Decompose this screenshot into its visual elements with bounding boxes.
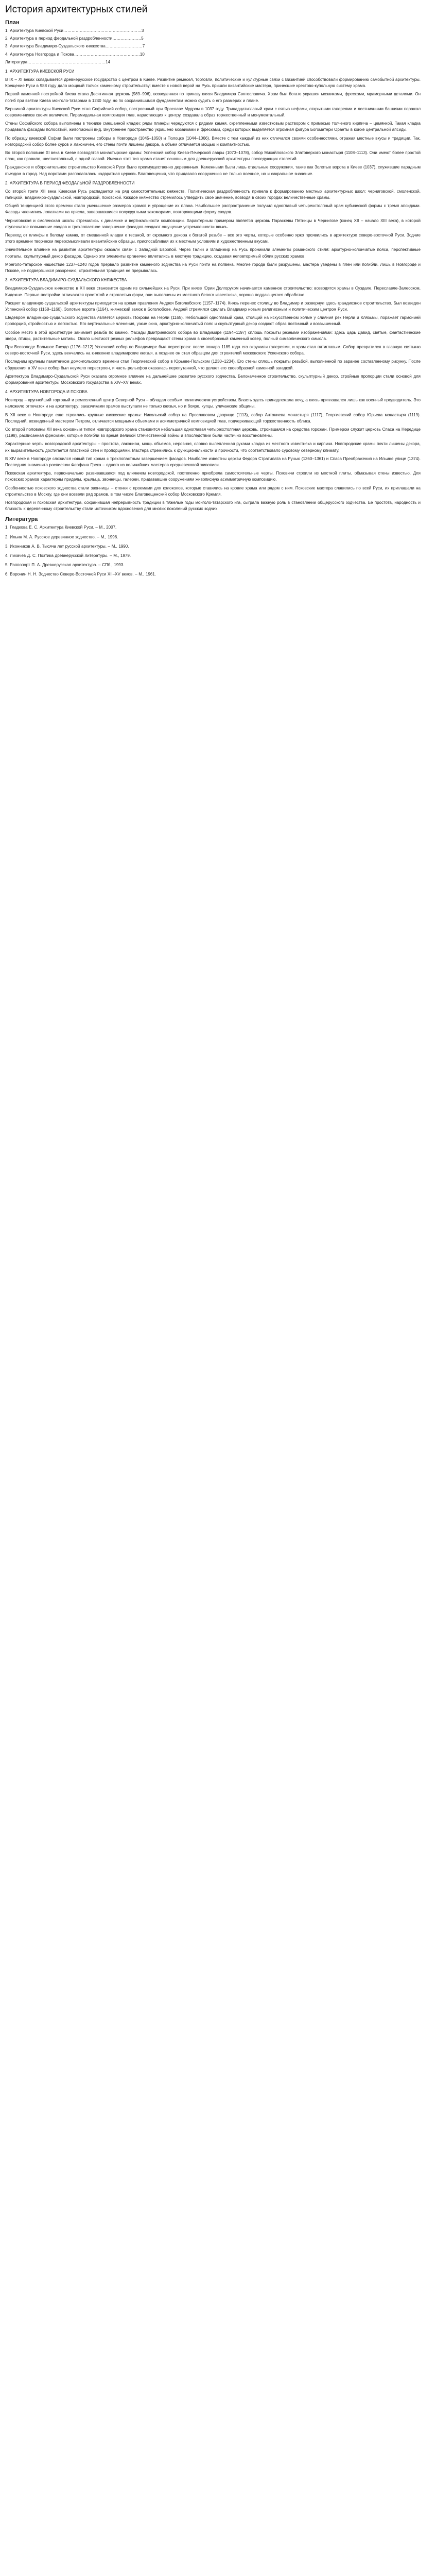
document-page [0, 0, 426, 591]
paragraph: Расцвет владимиро-суздальской архитектуры приходится на время правления Андрея Боголюбского (1157–1174). Князь перенес столицу во Владимир и развернул здесь грандиозное строительство. Был возведен Успенский собор (1158–1160), Золотые ворота (1164), княжеский замок в Боголюбове. Андрей стремился сделать Владимир новым религиозным и политическим центром Руси. [5, 300, 421, 312]
paragraph: Гражданское и оборонительное строительство Киевской Руси было преимущественно деревянным. Каменными были лишь отдельные сооружения, такие как Золотые ворота в Киеве (1037), служившие парадным въездом в город. Над воротами располагалась надвратная церковь Благовещения, что придавало сооружению не только военное, но и сакральное значение. [5, 165, 421, 176]
toc-item: 4. Архитектура Новгорода и Пскова…………………………………………10 [5, 52, 145, 57]
toc-heading: План [5, 20, 20, 26]
document-body [5, 69, 421, 512]
reference-item: 1. Гладкова Е. С. Архитектура Киевской Руси. – М., 2007. [5, 525, 117, 530]
chapter-heading: 3. АРХИТЕКТУРА ВЛАДИМИРО-СУЗДАЛЬСКОГО КНЯЖЕСТВА [5, 278, 127, 283]
document-title: История архитектурных стилей [5, 4, 148, 15]
paragraph: Стены Софийского собора выполнены в технике смешанной кладки: ряды плинфы чередуются с рядами камня, скрепленными известковым раствором с примесью толченого кирпича – цемянкой. Такая кладка придавала фасадам полосатый, живописный вид. Внутреннее пространство украшено мозаиками и фресками, среди которых выделяется огромная фигура Богоматери Оранты в конхе центральной апсиды. [5, 121, 421, 132]
paragraph: Переход от плинфы к белому камню, от смешанной кладки к тесаной, от скромного декора к богатой резьбе – все это черты, которые особенно ярко проявились в архитектуре северо-восточной Руси. Зодчие этого времени творчески переосмысливали византийские образцы, приспосабливая их к местным условиям и художественным вкусам. [5, 233, 421, 244]
paragraph: Особенностью псковского зодчества стали звонницы – стенки с проемами для колоколов, которые ставились на кровле храма или рядом с ним. Псковские мастера славились по всей Руси, их приглашали на строительство в Москву, где они возвели ряд храмов, в том числе Благовещенский собор Московского Кремля. [5, 485, 421, 497]
paragraph: Со второй половины XII века основным типом новгородского храма становится небольшая одноглавая четырехстолпная церковь, строившаяся на средства горожан. Примером служит церковь Спаса на Нередице (1198), расписанная фресками, которые погибли во время Великой Отечественной войны и впоследствии были частично восстановлены. [5, 427, 421, 438]
paragraph: По образцу киевской Софии были построены соборы в Новгороде (1045–1050) и Полоцке (1044–1066). Вместе с тем каждый из них отличался своими особенностями, отражая местные вкусы и традиции. Так, новгородский собор более суров и лаконичен, его стены почти лишены декора, а объем отличается мощью и компактностью. [5, 135, 421, 147]
paragraph: Новгородская и псковская архитектура, сохранившая непрерывность традиции в тяжелые годы монголо-татарского ига, сыграла важную роль в становлении общерусского зодчества. Ее простота, народность и близость к деревянному строительству стали источником вдохновения для многих поколений русских зодчих. [5, 500, 421, 512]
table-of-contents [5, 28, 421, 65]
toc-item: Литература…………………………………………………14 [5, 59, 110, 64]
paragraph: Псковская архитектура, первоначально развивавшаяся под влиянием новгородской, постепенно приобрела самостоятельные черты. Псковичи строили из местной плиты, обмазывая стены известью. Для псковских храмов характерны приделы, крыльца, звонницы, галереи, придававшие сооружениям живописную асимметричную композицию. [5, 471, 421, 482]
paragraph: Владимиро-Суздальское княжество в XII веке становится одним из сильнейших на Руси. При князе Юрии Долгоруком начинается каменное строительство: возводятся храмы в Суздале, Переславле-Залесском, Кидекше. Первые постройки отличаются простотой и строгостью форм, они выполнены из местного белого известняка, хорошо поддающегося обработке. [5, 286, 421, 297]
toc-item: 1. Архитектура Киевской Руси…………………………………………………3 [5, 28, 144, 33]
reference-item: 5. Раппопорт П. А. Древнерусская архитектура. – СПб., 1993. [5, 563, 125, 568]
paragraph: В XIV веке в Новгороде сложился новый тип храма с трехлопастным завершением фасадов. Наиболее известны церкви Федора Стратилата на Ручью (1360–1361) и Спаса Преображения на Ильине улице (1374). Последняя знаменита росписями Феофана Грека – одного из величайших мастеров средневековой живописи. [5, 456, 421, 467]
reference-item: 3. Иконников А. В. Тысяча лет русской архитектуры. – М., 1990. [5, 544, 129, 549]
reference-item: 2. Ильин М. А. Русское деревянное зодчество. – М., 1996. [5, 534, 118, 539]
toc-item: 2. Архитектура в период феодальной раздробленности…………………5 [5, 36, 144, 41]
paragraph: Вершиной архитектуры Киевской Руси стал Софийский собор, построенный при Ярославе Мудром в 1037 году. Тринадцатиглавый храм с пятью нефами, открытыми галереями и лестничными башнями поражал современников своим величием. Пирамидальная композиция глав, нарастающих к центру, создавала образ торжественный и монументальный. [5, 106, 421, 118]
paragraph: Новгород – крупнейший торговый и ремесленный центр Северной Руси – обладал особым политическим устройством. Власть здесь принадлежала вечу, а князь приглашался лишь как военный предводитель. Это наложило отпечаток и на архитектуру: заказчиками храмов выступали не только князья, но и бояре, купцы, уличанские общины. [5, 398, 421, 409]
paragraph: Характерные черты новгородской архитектуры – простота, лаконизм, мощь объемов, неровная, словно вылепленная руками кладка из местного известняка и кирпича. Новгородские храмы почти лишены декора, их выразительность достигается пластикой стен и пропорциями. Мастера стремились к функциональности и прочности, что соответствовало суровому северному климату. [5, 442, 421, 453]
chapter-section [5, 277, 421, 386]
paragraph: В XII веке в Новгороде еще строились крупные княжеские храмы: Никольский собор на Ярославовом дворище (1113), собор Антониева монастыря (1117), Георгиевский собор Юрьева монастыря (1119). Последний, возведенный мастером Петром, отличается мощными объемами и асимметричной композицией глав, подчеркивающей торжественность облика. [5, 412, 421, 423]
paragraph: Шедевром владимиро-суздальского зодчества является церковь Покрова на Нерли (1165). Небольшой одноглавый храм, стоящий на искусственном холме у слияния рек Нерли и Клязьмы, поражает гармонией пропорций, стройностью и легкостью. Его вертикальные членения, узкие окна, аркатурно-колончатый пояс и скульптурный декор создают образ поэтичный и возвышенный. [5, 315, 421, 327]
paragraph: В IX – XI веках складывается древнерусское государство с центром в Киеве. Развитие ремесел, торговли, политические и культурные связи с Византией способствовали формированию самобытной архитектуры. Крещение Руси в 988 году дало мощный толчок каменному строительству: вместе с новой верой на Русь пришли византийские мастера, принесшие крестово-купольную систему храма. [5, 77, 421, 89]
paragraph: Значительное влияние на развитие архитектуры оказали связи с Западной Европой. Через Галич и Владимир на Русь проникали элементы романского стиля: аркатурно-колончатые пояса, перспективные порталы, скульптурный декор фасадов. Однако эти элементы органично вплетались в местную традицию, создавая неповторимый облик русских храмов. [5, 247, 421, 259]
chapter-heading: 1. АРХИТЕКТУРА КИЕВСКОЙ РУСИ [5, 69, 75, 74]
paragraph: Монголо-татарское нашествие 1237–1240 годов прервало развитие каменного зодчества на Руси почти на полвека. Многие города были разрушены, мастера уведены в плен или погибли. Лишь в Новгороде и Пскове, не подвергшихся разорению, строительная традиция не прерывалась. [5, 262, 421, 274]
chapter-section [5, 69, 421, 177]
references-heading: Литература [5, 516, 38, 523]
paragraph: Первой каменной постройкой Киева стала Десятинная церковь (989–996), возведенная по приказу князя Владимира Святославича. Храм был богато украшен мозаиками, фресками, мраморными деталями. Он погиб при взятии Киева монголо-татарами в 1240 году, но по сохранившимся фундаментам можно судить о его размерах и плане. [5, 92, 421, 103]
chapter-section [5, 180, 421, 274]
chapter-heading: 2. АРХИТЕКТУРА В ПЕРИОД ФЕОДАЛЬНОЙ РАЗДРОБЛЕННОСТИ [5, 180, 135, 185]
paragraph: Черниговская и смоленская школы стремились к динамике и вертикальности композиции. Характерным примером является церковь Параскевы Пятницы в Чернигове (конец XII – начало XIII века), в которой ступенчатое повышение сводов и трехлопастное завершение фасадов создают ощущение устремленности ввысь. [5, 218, 421, 229]
paragraph: При Всеволоде Большое Гнездо (1176–1212) Успенский собор во Владимире был перестроен: после пожара 1185 года его окружили галереями, и храм стал пятиглавым. Собор превратился в главную святыню северо-восточной Руси, здесь венчались на княжение владимирские князья, а позднее он стал образцом для строителей московского Успенского собора. [5, 344, 421, 356]
paragraph: Общей тенденцией этого времени стало уменьшение размеров храмов и упрощение их плана. Наибольшее распространение получил одноглавый четырехстолпный храм кубической формы с тремя апсидами. Фасады членились лопатками на прясла, завершавшиеся полукруглыми закомарами, повторяющими форму сводов. [5, 204, 421, 215]
paragraph: Со второй трети XII века Киевская Русь распадается на ряд самостоятельных княжеств. Политическая раздробленность привела к формированию местных архитектурных школ: черниговской, смоленской, галицкой, владимиро-суздальской, новгородской, псковской. Каждое княжество стремилось утвердить свое значение, возводя в своих городах величественные храмы. [5, 189, 421, 200]
paragraph: Особое место в этой архитектуре занимает резьба по камню. Фасады Дмитриевского собора во Владимире (1194–1197) сплошь покрыты резными изображениями: здесь царь Давид, святые, фантастические звери, птицы, растительные мотивы. Около шестисот резных рельефов превращают стены храма в своеобразный каменный ковер, полный символического смысла. [5, 330, 421, 341]
chapter-section [5, 389, 421, 512]
reference-item: 4. Лихачев Д. С. Поэтика древнерусской литературы. – М., 1979. [5, 553, 131, 558]
paragraph: Архитектура Владимиро-Суздальской Руси оказала огромное влияние на дальнейшее развитие русского зодчества. Белокаменное строительство, скульптурный декор, стройные пропорции стали основой для формирования архитектуры Московского государства в XIV–XV веках. [5, 374, 421, 385]
paragraph: Во второй половине XI века в Киеве возводятся монастырские храмы: Успенский собор Киево-Печерской лавры (1073–1078), собор Михайловского Златоверхого монастыря (1108–1113). Они имеют более простой план, как правило, шестистолпный, с одной главой. Именно этот тип храма станет основным для древнерусской архитектуры последующих столетий. [5, 150, 421, 162]
toc-item: 3. Архитектура Владимиро-Суздальского княжества………………………7 [5, 44, 145, 49]
reference-item: 6. Воронин Н. Н. Зодчество Северо-Восточной Руси XII–XV веков. – М., 1961. [5, 572, 156, 577]
references-list [5, 524, 421, 578]
chapter-heading: 4. АРХИТЕКТУРА НОВГОРОДА И ПСКОВА [5, 389, 88, 395]
paragraph: Последним крупным памятником домонгольского времени стал Георгиевский собор в Юрьеве-Польском (1230–1234). Его стены сплошь покрыты резьбой, выполненной по заранее составленному рисунку. После обрушения в XV веке собор был неумело перестроен, и часть рельефов оказалась перепутанной, что делает его своеобразной каменной загадкой. [5, 359, 421, 370]
